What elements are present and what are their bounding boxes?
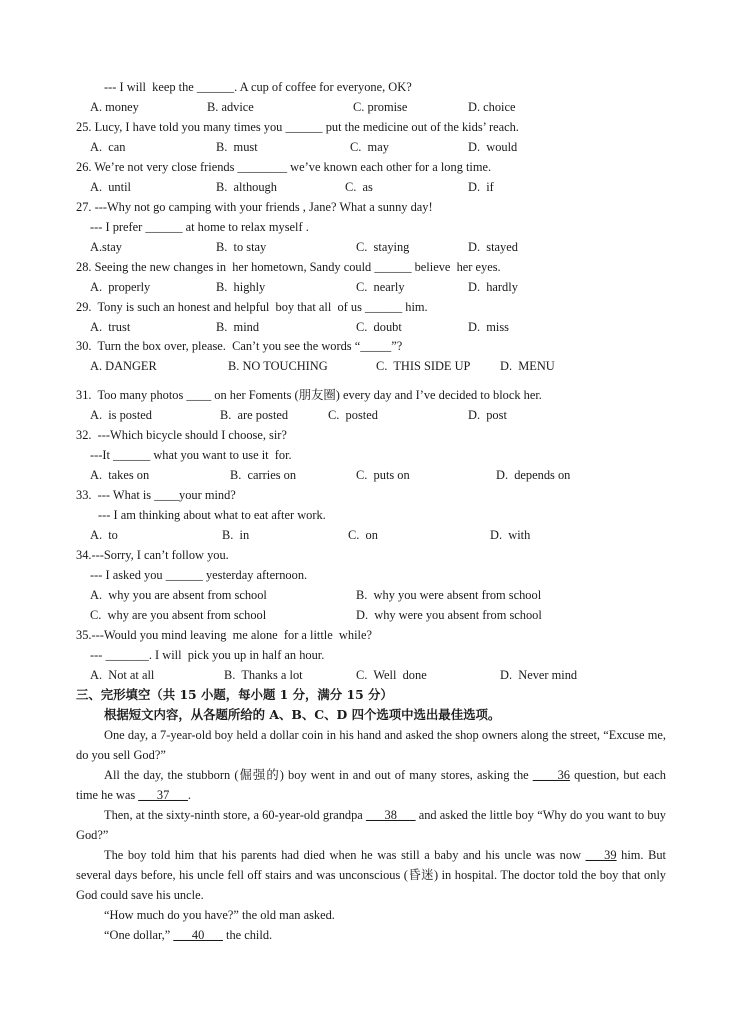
blank-38: ___38___ xyxy=(365,808,416,822)
q26-option-b: B. although xyxy=(216,180,277,194)
q35-line2: --- _______. I will pick you up in half an hour. xyxy=(90,648,325,662)
q35-option-c: C. Well done xyxy=(356,668,427,682)
q32-line2: ---It ______ what you want to use it for. xyxy=(90,448,292,462)
blank-37: ___37___ xyxy=(138,788,188,802)
q32-option-a: A. takes on xyxy=(90,468,150,482)
q24-line2: --- I will keep the ______. A cup of coffee for everyone, OK? xyxy=(104,80,412,94)
blank-36: ____36 xyxy=(532,768,570,782)
q27-stem: 27. ---Why not go camping with your friends , Jane? What a sunny day! xyxy=(76,200,433,214)
q33-line2: --- I am thinking about what to eat after work. xyxy=(98,508,326,522)
q28-option-c: C. nearly xyxy=(356,280,405,294)
q31-option-b: B. are posted xyxy=(220,408,289,422)
q24-option-b: B. advice xyxy=(207,100,254,114)
passage-paragraph-3: Then, at the sixty-ninth store, a 60-year-old grandpa ___38___ and asked the little boy “Why do you want to buy God?” xyxy=(76,808,666,842)
q28-option-a: A. properly xyxy=(90,280,151,294)
q25-option-b: B. must xyxy=(216,140,258,154)
passage-paragraph-4: The boy told him that his parents had died when he was still a baby and his uncle was now ___39 him. But several days before, his uncle fell off stairs and was unconscious (昏迷) in hospital. The doctor told the boy that only God could save his uncle. xyxy=(76,848,666,902)
q26-option-d: D. if xyxy=(468,180,494,194)
passage-paragraph-6: “One dollar,” ___40___ the child. xyxy=(104,928,273,942)
q34-option-c: C. why are you absent from school xyxy=(90,608,267,622)
q27-option-c: C. staying xyxy=(356,240,410,254)
q27-option-d: D. stayed xyxy=(468,240,518,254)
passage-paragraph-5: “How much do you have?” the old man asked. xyxy=(104,908,335,922)
q30-option-c: C. THIS SIDE UP xyxy=(376,359,471,373)
q35-option-d: D. Never mind xyxy=(500,668,578,682)
q28-stem: 28. Seeing the new changes in her hometown, Sandy could ______ believe her eyes. xyxy=(76,260,501,274)
q26-option-a: A. until xyxy=(90,180,131,194)
section-heading: 三、完形填空（共 15 小题，每小题 1 分，满分 15 分） xyxy=(76,687,393,702)
q35-option-b: B. Thanks a lot xyxy=(224,668,303,682)
q33-option-b: B. in xyxy=(222,528,250,542)
q33-option-c: C. on xyxy=(348,528,378,542)
q27-line2: --- I prefer ______ at home to relax myself . xyxy=(90,220,309,234)
q35-option-a: A. Not at all xyxy=(90,668,155,682)
q30-option-d: D. MENU xyxy=(500,359,555,373)
q32-option-b: B. carries on xyxy=(230,468,297,482)
passage-paragraph-1: One day, a 7-year-old boy held a dollar coin in his hand and asked the shop owners along the street, “Excuse me, do you sell God?” xyxy=(76,728,666,762)
q29-option-d: D. miss xyxy=(468,320,509,334)
q26-stem: 26. We’re not very close friends ________ we’ve known each other for a long time. xyxy=(76,160,492,174)
q29-option-c: C. doubt xyxy=(356,320,402,334)
q32-stem: 32. ---Which bicycle should I choose, sir? xyxy=(76,428,287,442)
q26-option-c: C. as xyxy=(345,180,373,194)
section-instruction: 根据短文内容，从各题所给的 A、B、C、D 四个选项中选出最佳选项。 xyxy=(104,707,501,722)
q31-stem: 31. Too many photos ____ on her Foments (朋友圈) every day and I’ve decided to block her. xyxy=(76,388,542,402)
q27-option-a: A.stay xyxy=(90,240,123,254)
q35-stem: 35.---Would you mind leaving me alone for a little while? xyxy=(76,628,372,642)
q31-option-a: A. is posted xyxy=(90,408,152,422)
q25-option-c: C. may xyxy=(350,140,389,154)
q34-option-b: B. why you were absent from school xyxy=(356,588,542,602)
q29-stem: 29. Tony is such an honest and helpful boy that all of us ______ him. xyxy=(76,300,428,314)
q32-option-c: C. puts on xyxy=(356,468,410,482)
q24-option-c: C. promise xyxy=(353,100,408,114)
q30-option-b: B. NO TOUCHING xyxy=(228,359,328,373)
q24-option-d: D. choice xyxy=(468,100,516,114)
q25-option-a: A. can xyxy=(90,140,126,154)
q34-stem: 34.---Sorry, I can’t follow you. xyxy=(76,548,229,562)
q29-option-b: B. mind xyxy=(216,320,260,334)
q30-stem: 30. Turn the box over, please. Can’t you see the words “_____”? xyxy=(76,339,403,353)
q29-option-a: A. trust xyxy=(90,320,131,334)
q24-option-a: A. money xyxy=(90,100,139,114)
q31-option-d: D. post xyxy=(468,408,507,422)
q34-option-d: D. why were you absent from school xyxy=(356,608,542,622)
q31-option-c: C. posted xyxy=(328,408,378,422)
q28-option-b: B. highly xyxy=(216,280,266,294)
blank-39: ___39 xyxy=(585,848,617,862)
passage-paragraph-2: All the day, the stubborn (倔强的) boy went in and out of many stores, asking the ____36 question, but each time he was ___37___. xyxy=(76,768,666,802)
q33-option-a: A. to xyxy=(90,528,118,542)
q25-option-d: D. would xyxy=(468,140,518,154)
q30-option-a: A. DANGER xyxy=(90,359,157,373)
q25-stem: 25. Lucy, I have told you many times you ______ put the medicine out of the kids’ reach. xyxy=(76,120,519,134)
q33-stem: 33. --- What is ____your mind? xyxy=(76,488,236,502)
q27-option-b: B. to stay xyxy=(216,240,267,254)
q34-option-a: A. why you are absent from school xyxy=(90,588,267,602)
q33-option-d: D. with xyxy=(490,528,531,542)
q28-option-d: D. hardly xyxy=(468,280,518,294)
q32-option-d: D. depends on xyxy=(496,468,571,482)
blank-40: ___40___ xyxy=(173,928,223,942)
q34-line2: --- I asked you ______ yesterday afternoon. xyxy=(90,568,308,582)
